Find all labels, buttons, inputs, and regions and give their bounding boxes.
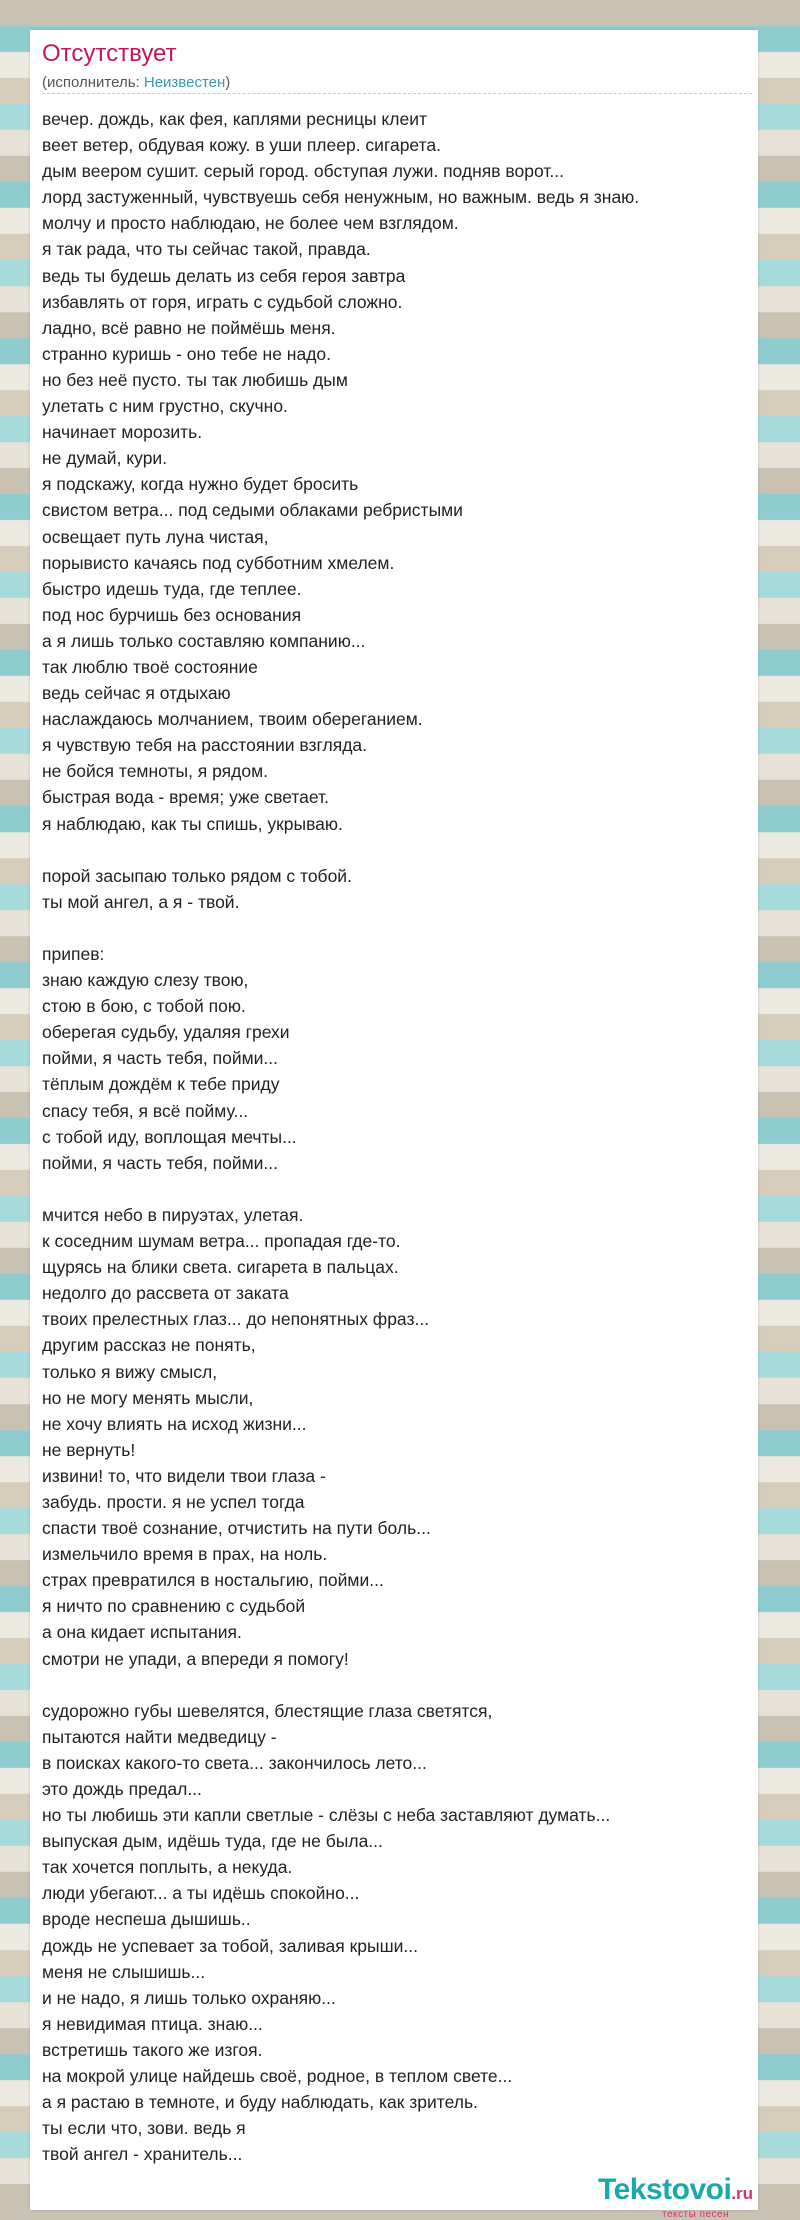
lyric-line: встретишь такого же изгоя.	[42, 2039, 263, 2060]
lyric-line: твой ангел - хранитель...	[42, 2144, 243, 2165]
lyric-line: я наблюдаю, как ты спишь, укрываю.	[42, 813, 343, 834]
lyric-line: выпуская дым, идёшь туда, где не была...	[42, 1831, 383, 1852]
lyric-line: только я вижу смысл,	[42, 1361, 218, 1382]
lyric-line: свистом ветра... под седыми облаками ребристыми	[42, 500, 463, 521]
lyric-line: извини! то, что видели твои глаза -	[42, 1465, 326, 1486]
lyric-line: пойми, я часть тебя, пойми...	[42, 1048, 279, 1069]
lyric-line: я невидимая птица. знаю...	[42, 2013, 263, 2034]
song-title: Отсутствует	[42, 40, 177, 67]
lyric-line: избавлять от горя, играть с судьбой сложно.	[42, 291, 403, 312]
stanza-break	[42, 1672, 748, 1698]
song-performer-line	[42, 74, 230, 91]
lyric-line: люди убегают... а ты идёшь спокойно...	[42, 1883, 360, 1904]
lyric-line: и не надо, я лишь только охраняю...	[42, 1987, 336, 2008]
lyric-line: недолго до рассвета от заката	[42, 1283, 289, 1304]
lyric-line: ладно, всё равно не поймёшь меня.	[42, 317, 336, 338]
lyric-line: ведь ты будешь делать из себя героя завтра	[42, 265, 406, 286]
lyric-line: на мокрой улице найдешь своё, родное, в теплом свете...	[42, 2066, 513, 2087]
lyric-line: а я растаю в темноте, и буду наблюдать, как зритель.	[42, 2092, 478, 2113]
lyrics-text	[42, 106, 748, 2167]
lyric-line: другим рассказ не понять,	[42, 1335, 256, 1356]
site-logo[interactable]	[598, 2173, 754, 2220]
lyric-line: быстро идешь туда, где теплее.	[42, 578, 302, 599]
lyric-line: но ты любишь эти капли светлые - слёзы с неба заставляют думать...	[42, 1805, 611, 1826]
performer-suffix: )	[225, 74, 231, 91]
lyric-line: дым веером сушит. серый город. обступая лужи. подняв ворот...	[42, 161, 564, 182]
lyric-line: молчу и просто наблюдаю, не более чем взглядом.	[42, 213, 459, 234]
logo-tagline: тексты песен	[662, 2209, 730, 2220]
lyric-line: это дождь предал...	[42, 1779, 202, 1799]
lyric-line: веет ветер, обдувая кожу. в уши плеер. сигарета.	[42, 135, 441, 156]
lyric-line: забудь. прости. я не успел тогда	[42, 1491, 305, 1512]
lyric-line: быстрая вода - время; уже светает.	[42, 787, 329, 808]
lyric-line: я так рада, что ты сейчас такой, правда.	[42, 239, 371, 260]
lyric-line: знаю каждую слезу твою,	[42, 970, 249, 991]
lyric-line: страх превратился в ностальгию, пойми...	[42, 1570, 384, 1591]
lyric-line: смотри не упади, а впереди я помогу!	[42, 1648, 349, 1669]
lyric-line: оберегая судьбу, удаляя грехи	[42, 1022, 290, 1043]
performer-link[interactable]: Неизвестен	[143, 74, 226, 91]
lyric-line: судорожно губы шевелятся, блестящие глаза светятся,	[42, 1700, 493, 1721]
lyric-line: странно куришь - оно тебе не надо.	[42, 343, 332, 364]
lyric-line: измельчило время в прах, на ноль.	[42, 1544, 328, 1565]
lyric-line: я ничто по сравнению с судьбой	[42, 1596, 306, 1617]
lyric-line: вечер. дождь, как фея, каплями ресницы клеит	[42, 109, 427, 129]
lyric-line: не думай, кури.	[42, 448, 168, 469]
logo-brand: Tekstovoi	[598, 2173, 732, 2206]
lyric-line: порывисто качаясь под субботним хмелем.	[42, 552, 395, 573]
lyric-line: не хочу влиять на исход жизни...	[42, 1413, 307, 1434]
lyric-line: ты мой ангел, а я - твой.	[42, 891, 240, 912]
lyric-line: улетать с ним грустно, скучно.	[42, 396, 288, 417]
lyric-line: ты если что, зови. ведь я	[42, 2118, 246, 2139]
lyric-line: тёплым дождём к тебе приду	[42, 1074, 280, 1095]
lyric-line: я чувствую тебя на расстоянии взгляда.	[42, 735, 367, 756]
lyric-line: стою в бою, с тобой пою.	[42, 996, 246, 1017]
lyric-line: пойми, я часть тебя, пойми...	[42, 1152, 279, 1173]
lyric-line: спасти твоё сознание, отчистить на пути боль...	[42, 1518, 431, 1539]
lyric-line: пытаются найти медведицу -	[42, 1726, 277, 1747]
lyric-line: твоих прелестных глаз... до непонятных фраз...	[42, 1309, 430, 1330]
stanza-break	[42, 915, 748, 941]
lyric-line: но без неё пусто. ты так любишь дым	[42, 369, 348, 390]
lyric-line: лорд застуженный, чувствуешь себя ненужным, но важным. ведь я знаю.	[42, 187, 640, 208]
lyric-line: не бойся темноты, я рядом.	[42, 761, 268, 782]
lyric-line: припев:	[42, 944, 105, 964]
lyric-line: освещает путь луна чистая,	[42, 526, 269, 547]
lyric-line: к соседним шумам ветра... пропадая где-то.	[42, 1231, 401, 1252]
lyric-line: ведь сейчас я отдыхаю	[42, 683, 231, 704]
lyric-line: в поисках какого-то света... закончилось лето...	[42, 1752, 427, 1773]
lyric-line: начинает морозить.	[42, 422, 203, 443]
lyric-line: порой засыпаю только рядом с тобой.	[42, 865, 352, 886]
performer-prefix: (исполнитель:	[42, 74, 144, 91]
lyric-line: так хочется поплыть, а некуда.	[42, 1857, 293, 1878]
lyric-line: щурясь на блики света. сигарета в пальцах.	[42, 1257, 399, 1278]
lyric-line: с тобой иду, воплощая мечты...	[42, 1126, 297, 1147]
stanza-break	[42, 1176, 748, 1202]
lyric-line: а она кидает испытания.	[42, 1622, 242, 1643]
lyric-line: я подскажу, когда нужно будет бросить	[42, 474, 359, 495]
lyric-line: не вернуть!	[42, 1439, 136, 1460]
lyrics-card	[30, 30, 758, 2220]
logo-tld: .ru	[731, 2184, 754, 2203]
stanza-break	[42, 837, 748, 863]
lyric-line: а я лишь только составляю компанию...	[42, 630, 366, 651]
lyric-line: мчится небо в пируэтах, улетая.	[42, 1204, 304, 1225]
lyric-line: меня не слышишь...	[42, 1961, 206, 1982]
lyric-line: наслаждаюсь молчанием, твоим обереганием.	[42, 709, 423, 730]
lyric-line: так люблю твоё состояние	[42, 656, 258, 677]
lyric-line: дождь не успевает за тобой, заливая крыши...	[42, 1935, 418, 1956]
lyric-line: но не могу менять мысли,	[42, 1387, 254, 1408]
lyric-line: под нос бурчишь без основания	[42, 604, 302, 625]
header-divider	[42, 93, 752, 94]
lyric-line: вроде неспеша дышишь..	[42, 1909, 251, 1930]
lyric-line: спасу тебя, я всё пойму...	[42, 1100, 249, 1121]
